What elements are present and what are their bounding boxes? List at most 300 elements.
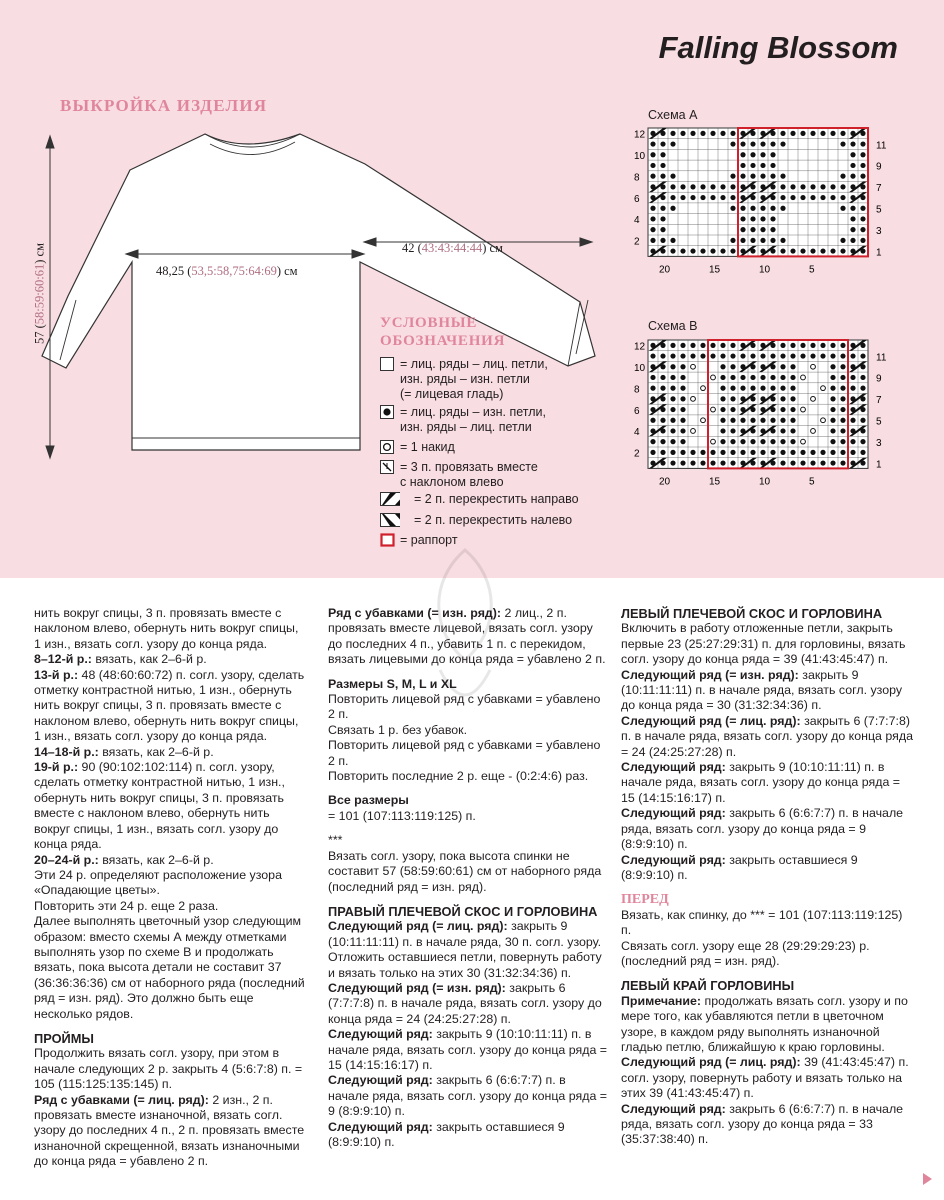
yarn-over-stitch <box>711 375 716 380</box>
purl-stitch <box>790 460 795 465</box>
purl-stitch <box>760 353 765 358</box>
purl-stitch <box>740 450 745 455</box>
bold-lead: 19-й р.: <box>34 760 79 775</box>
purl-stitch <box>760 439 765 444</box>
purl-stitch <box>720 460 725 465</box>
yarn-over-stitch <box>811 396 816 401</box>
purl-stitch <box>770 375 775 380</box>
paragraph-text: закрыть 9 (10:11:11:11) п. в начале ряда, 30 п. согл. узору. Отложить оставшиеся петли, повернуть работу и вязать только на этих 30 (31:32:34:36) п. <box>328 919 602 980</box>
purl-stitch <box>730 141 735 146</box>
row-label-right: 1 <box>876 459 882 471</box>
bold-lead: 8–12-й р.: <box>34 652 92 667</box>
purl-stitch <box>670 174 675 179</box>
purl-stitch <box>830 131 835 136</box>
paragraph <box>621 853 913 884</box>
bold-lead: Следующий ряд: <box>328 1073 433 1088</box>
purl-stitch <box>830 184 835 189</box>
purl-stitch <box>840 407 845 412</box>
row-label-right: 3 <box>876 437 882 449</box>
purl-stitch <box>650 141 655 146</box>
yarn-over-stitch <box>801 375 806 380</box>
purl-stitch <box>750 450 755 455</box>
purl-stitch <box>750 238 755 243</box>
purl-stitch <box>670 195 675 200</box>
purl-stitch <box>660 227 665 232</box>
purl-stitch <box>730 174 735 179</box>
purl-stitch <box>680 353 685 358</box>
purl-stitch <box>820 248 825 253</box>
purl-stitch <box>780 460 785 465</box>
section-heading: ЛЕВЫЙ КРАЙ ГОРЛОВИНЫ <box>621 978 795 994</box>
purl-stitch <box>710 353 715 358</box>
purl-stitch <box>860 450 865 455</box>
purl-stitch <box>680 375 685 380</box>
purl-stitch <box>780 131 785 136</box>
section-heading: ПРАВЫЙ ПЛЕЧЕВОЙ СКОС И ГОРЛОВИНА <box>328 903 598 919</box>
yarn-over-stitch <box>711 407 716 412</box>
chart-b-grid <box>620 336 900 492</box>
page-title: Falling Blossom <box>658 30 898 65</box>
purl-stitch <box>740 216 745 221</box>
col-label: 5 <box>809 264 815 276</box>
purl-stitch <box>670 460 675 465</box>
purl-stitch <box>740 174 745 179</box>
purl-stitch <box>780 206 785 211</box>
paragraph <box>328 793 608 808</box>
purl-stitch <box>850 375 855 380</box>
purl-stitch <box>720 428 725 433</box>
purl-stitch <box>790 386 795 391</box>
paragraph-text: 2 изн., 2 п. провязать вместе изнаночной, вязать согл. узору до последних 4 п., 2 п. провязать вместе изнаночной скрещенной, вязать изнаночными до конца ряда = убавлено 2 п. <box>34 1092 305 1169</box>
purl-stitch <box>720 386 725 391</box>
purl-stitch <box>680 396 685 401</box>
paragraph <box>621 1102 913 1148</box>
paragraph-text: 90 (90:102:102:114) п. согл. узору, сделать отметку контрастной нитью, 1 изн., обернуть нить вокруг спицы, 3 п. провязать вместе с наклоном влево, обернуть нить вокруг спицы, 1 изн., вязать согл. узору до конца ряда. <box>34 760 285 852</box>
paragraph <box>34 606 306 652</box>
purl-stitch <box>680 364 685 369</box>
purl-stitch <box>790 364 795 369</box>
paragraph <box>621 908 913 939</box>
row-label-right: 9 <box>876 373 882 385</box>
yarn-over-stitch <box>691 364 696 369</box>
row-label-left: 4 <box>634 215 640 227</box>
purl-stitch <box>790 343 795 348</box>
purl-stitch <box>760 238 765 243</box>
paragraph <box>328 981 608 1027</box>
purl-stitch <box>830 343 835 348</box>
purl-stitch <box>670 407 675 412</box>
bold-lead: Все размеры <box>328 793 409 808</box>
paragraph-text: *** <box>328 833 343 848</box>
purl-stitch <box>780 375 785 380</box>
purl-stitch <box>750 418 755 423</box>
purl-stitch <box>730 206 735 211</box>
paragraph <box>328 1027 608 1073</box>
paragraph-text: 39 (41:43:45:47) п. согл. узору, повернуть работу и вязать только на этих 39 (41:43:45:47) п. <box>621 1055 909 1101</box>
purl-stitch <box>780 439 785 444</box>
purl-stitch <box>660 238 665 243</box>
purl-stitch <box>840 174 845 179</box>
purl-stitch <box>660 216 665 221</box>
purl-stitch <box>660 353 665 358</box>
purl-stitch <box>800 248 805 253</box>
purl-stitch <box>710 195 715 200</box>
purl-stitch <box>770 141 775 146</box>
purl-stitch <box>770 163 775 168</box>
purl-stitch <box>650 216 655 221</box>
purl-stitch <box>800 460 805 465</box>
purl-stitch <box>820 343 825 348</box>
purl-stitch <box>790 428 795 433</box>
row-label-left: 8 <box>634 172 640 184</box>
legend-title: УСЛОВНЫЕ ОБОЗНАЧЕНИЯ <box>380 315 506 349</box>
purl-stitch <box>760 141 765 146</box>
purl-stitch <box>800 353 805 358</box>
purl-stitch <box>770 216 775 221</box>
purl-stitch <box>840 206 845 211</box>
purl-stitch <box>650 227 655 232</box>
purl-stitch <box>680 439 685 444</box>
paragraph <box>328 833 608 848</box>
purl-stitch <box>740 141 745 146</box>
purl-stitch <box>660 141 665 146</box>
purl-stitch <box>860 227 865 232</box>
purl-stitch <box>770 152 775 157</box>
yarn-over-stitch <box>691 396 696 401</box>
legend-item-yarn-over: = 1 накид <box>380 440 455 455</box>
paragraph-text: Продолжить вязать согл. узору, при этом в начале следующих 2 р. закрыть 4 (5:6:7:8) п. = 105 (115:125:135:145) п. <box>34 1046 303 1092</box>
bold-lead: Следующий ряд (= лиц. ряд): <box>621 713 801 728</box>
paragraph-text: закрыть 6 (6:6:7:7) п. в начале ряда, вязать согл. узору до конца ряда = 9 (8:9:9:10) п. <box>328 1073 608 1119</box>
section-heading: ПЕРЕД <box>621 892 669 908</box>
row-label-left: 10 <box>634 363 646 375</box>
purl-stitch <box>700 450 705 455</box>
purl-stitch <box>760 418 765 423</box>
purl-stitch <box>680 248 685 253</box>
purl-stitch <box>840 248 845 253</box>
row-label-left: 12 <box>634 129 646 141</box>
purl-stitch <box>770 418 775 423</box>
purl-stitch <box>860 375 865 380</box>
row-label-right: 11 <box>876 352 887 364</box>
purl-stitch <box>770 386 775 391</box>
yarn-over-stitch <box>811 364 816 369</box>
purl-stitch <box>790 375 795 380</box>
purl-stitch <box>850 227 855 232</box>
bold-lead: 13-й р.: <box>34 667 79 682</box>
purl-stitch <box>790 195 795 200</box>
purl-stitch <box>820 460 825 465</box>
paragraph-text: продолжать вязать согл. узору и по мере того, как убавляются петли в цветочном узоре, в каждом ряду выполнять изнаночной гладью петлю, ближайшую к краю горловины. <box>621 993 908 1054</box>
paragraph <box>34 868 306 899</box>
yarn-over-stitch <box>811 429 816 434</box>
purl-stitch <box>660 152 665 157</box>
purl-stitch <box>710 184 715 189</box>
row-label-right: 5 <box>876 416 882 428</box>
purl-stitch <box>820 131 825 136</box>
purl-stitch <box>680 460 685 465</box>
purl-stitch <box>790 439 795 444</box>
row-label-right: 11 <box>876 140 887 152</box>
repeat-box-icon <box>380 533 400 547</box>
purl-stitch <box>700 195 705 200</box>
col-label: 5 <box>809 476 815 488</box>
purl-stitch <box>850 450 855 455</box>
purl-stitch <box>820 353 825 358</box>
purl-stitch <box>770 353 775 358</box>
paragraph <box>621 714 913 760</box>
purl-stitch <box>750 375 755 380</box>
purl-stitch <box>730 364 735 369</box>
purl-stitch <box>780 407 785 412</box>
purl-stitch <box>850 439 855 444</box>
text-column-3 <box>621 606 913 1148</box>
purl-stitch <box>730 353 735 358</box>
purl-dot-icon <box>380 405 400 419</box>
purl-stitch <box>850 163 855 168</box>
purl-stitch <box>840 131 845 136</box>
purl-stitch <box>670 131 675 136</box>
paragraph-text: закрыть оставшиеся 9 (8:9:9:10) п. <box>621 852 858 882</box>
purl-stitch <box>710 343 715 348</box>
next-page-arrow-icon[interactable] <box>923 1173 932 1185</box>
paragraph-text: закрыть оставшиеся 9 (8:9:9:10) п. <box>328 1119 565 1149</box>
purl-stitch <box>750 141 755 146</box>
purl-stitch <box>650 450 655 455</box>
purl-stitch <box>690 248 695 253</box>
purl-stitch <box>720 353 725 358</box>
purl-stitch <box>830 386 835 391</box>
purl-stitch <box>760 450 765 455</box>
purl-stitch <box>860 174 865 179</box>
purl-stitch <box>830 353 835 358</box>
bold-lead: Размеры S, M, L и XL <box>328 676 457 691</box>
purl-stitch <box>670 418 675 423</box>
paragraph-text: Эти 24 р. определяют расположение узора «Опадающие цветы». <box>34 867 282 898</box>
purl-stitch <box>830 396 835 401</box>
row-label-left: 12 <box>634 341 646 353</box>
purl-stitch <box>780 386 785 391</box>
paragraph <box>328 692 608 723</box>
purl-stitch <box>700 131 705 136</box>
sleeve-dimension: 42 (43:43:44:44) см <box>402 241 503 255</box>
purl-stitch <box>810 460 815 465</box>
paragraph-text: Повторить лицевой ряд с убавками = убавлено 2 п. <box>328 738 601 768</box>
purl-stitch <box>780 364 785 369</box>
bold-lead: 20–24-й р.: <box>34 852 99 867</box>
purl-stitch <box>730 184 735 189</box>
purl-stitch <box>800 184 805 189</box>
paragraph-text: закрыть 9 (10:10:11:11) п. в начале ряда, вязать согл. узору до конца ряда = 15 (14:15:16:17) п. <box>621 760 901 805</box>
paragraph-text: закрыть 9 (10:11:11:11) п. в начале ряда, вязать согл. узору до конца ряда = 30 (31:32:34:36) п. <box>621 667 903 713</box>
purl-stitch <box>730 131 735 136</box>
paragraph <box>34 853 306 868</box>
purl-stitch <box>780 428 785 433</box>
row-label-left: 6 <box>634 193 640 205</box>
yarn-over-stitch <box>701 386 706 391</box>
purl-stitch <box>680 195 685 200</box>
purl-stitch <box>790 353 795 358</box>
purl-stitch <box>800 450 805 455</box>
text-column-1 <box>34 606 306 1170</box>
purl-stitch <box>730 343 735 348</box>
purl-stitch <box>690 450 695 455</box>
paragraph-text: Вязать, как спинку, до *** = 101 (107:113:119:125) п. <box>621 907 903 938</box>
chart-a-title: Схема А <box>648 108 698 122</box>
paragraph <box>34 1046 306 1092</box>
purl-stitch <box>840 450 845 455</box>
paragraph <box>328 738 608 769</box>
purl-stitch <box>670 386 675 391</box>
paragraph-text: 2 лиц., 2 п. провязать вместе лицевой, вязать согл. узору до последних 4 п., убавить 1 п. с перекидом, вязать лицевыми до конца ряда = убавлено 2 п. <box>328 606 606 667</box>
purl-stitch <box>710 248 715 253</box>
purl-stitch <box>660 174 665 179</box>
col-label: 20 <box>659 476 671 488</box>
purl-stitch <box>680 428 685 433</box>
purl-stitch <box>750 439 755 444</box>
purl-stitch <box>690 131 695 136</box>
paragraph-text: закрыть 6 (6:6:7:7) п. в начале ряда, вязать согл. узору до конца ряда = 33 (35:37:38:40) п. <box>621 1101 904 1147</box>
purl-stitch <box>730 375 735 380</box>
purl-stitch <box>650 163 655 168</box>
purl-stitch <box>760 216 765 221</box>
purl-stitch <box>750 227 755 232</box>
paragraph-text: Повторить лицевой ряд с убавками = убавлено 2 п. <box>328 692 601 722</box>
purl-stitch <box>650 174 655 179</box>
purl-stitch <box>850 141 855 146</box>
paragraph-text: Связать 1 р. без убавок. <box>328 722 468 737</box>
bold-lead: Примечание: <box>621 993 702 1008</box>
purl-stitch <box>670 450 675 455</box>
purl-stitch <box>760 227 765 232</box>
purl-stitch <box>810 248 815 253</box>
purl-stitch <box>660 450 665 455</box>
pattern-title: ВЫКРОЙКА ИЗДЕЛИЯ <box>60 96 268 115</box>
paragraph-text: = 101 (107:113:119:125) п. <box>328 808 476 823</box>
purl-stitch <box>690 460 695 465</box>
paragraph-text: Повторить последние 2 р. еще - (0:2:4:6) раз. <box>328 769 589 784</box>
purl-stitch <box>720 439 725 444</box>
purl-stitch <box>850 152 855 157</box>
legend-item-cross-left: = 2 п. перекрестить налево <box>380 513 572 528</box>
purl-stitch <box>830 407 835 412</box>
paragraph <box>34 745 306 760</box>
purl-stitch <box>750 206 755 211</box>
paragraph <box>621 806 913 852</box>
row-label-right: 1 <box>876 247 882 259</box>
purl-stitch <box>670 343 675 348</box>
bold-lead: Следующий ряд: <box>621 760 726 775</box>
purl-stitch <box>680 131 685 136</box>
purl-stitch <box>850 174 855 179</box>
bold-lead: Ряд с убавками (= лиц. ряд): <box>34 1092 209 1107</box>
purl-stitch <box>680 418 685 423</box>
purl-stitch <box>670 439 675 444</box>
height-dimension: 57 (58:59:60:61) см <box>32 243 47 344</box>
purl-stitch <box>720 343 725 348</box>
purl-stitch <box>860 163 865 168</box>
purl-stitch <box>770 450 775 455</box>
row-label-left: 2 <box>634 236 640 248</box>
purl-stitch <box>770 206 775 211</box>
purl-stitch <box>670 375 675 380</box>
purl-stitch <box>730 460 735 465</box>
purl-stitch <box>720 195 725 200</box>
purl-stitch <box>790 184 795 189</box>
paragraph <box>328 606 608 668</box>
purl-stitch <box>730 238 735 243</box>
purl-stitch <box>810 184 815 189</box>
purl-stitch <box>850 418 855 423</box>
paragraph <box>34 668 306 745</box>
purl-stitch <box>720 248 725 253</box>
purl-stitch <box>850 216 855 221</box>
section-heading: ПРОЙМЫ <box>34 1030 94 1046</box>
row-label-left: 8 <box>634 384 640 396</box>
purl-stitch <box>860 216 865 221</box>
purl-stitch <box>740 418 745 423</box>
purl-stitch <box>850 386 855 391</box>
col-label: 15 <box>709 264 721 276</box>
purl-stitch <box>840 428 845 433</box>
yarn-over-stitch <box>821 418 826 423</box>
paragraph-text: вязать, как 2–6-й р. <box>98 744 214 759</box>
paragraph <box>621 994 913 1056</box>
purl-stitch <box>660 418 665 423</box>
paragraph <box>328 809 608 824</box>
k3tog-left-icon <box>380 460 400 474</box>
bold-lead: Следующий ряд (= лиц. ряд): <box>621 1055 801 1070</box>
purl-stitch <box>790 131 795 136</box>
purl-stitch <box>810 353 815 358</box>
purl-stitch <box>740 163 745 168</box>
purl-stitch <box>780 184 785 189</box>
paragraph-text: Вязать согл. узору, пока высота спинки не составит 57 (58:59:60:61) см от наборного ряда (последний ряд = изн. ряд). <box>328 848 602 894</box>
purl-stitch <box>670 141 675 146</box>
purl-stitch <box>760 152 765 157</box>
purl-stitch <box>820 184 825 189</box>
purl-stitch <box>720 364 725 369</box>
yarn-over-stitch <box>691 429 696 434</box>
purl-stitch <box>770 227 775 232</box>
purl-stitch <box>860 386 865 391</box>
purl-stitch <box>720 396 725 401</box>
purl-stitch <box>810 343 815 348</box>
bold-lead: 14–18-й р.: <box>34 744 99 759</box>
purl-stitch <box>800 343 805 348</box>
purl-stitch <box>690 184 695 189</box>
purl-stitch <box>800 195 805 200</box>
purl-stitch <box>680 407 685 412</box>
purl-stitch <box>780 141 785 146</box>
purl-stitch <box>800 131 805 136</box>
paragraph-text: Связать согл. узору еще 28 (29:29:29:23) р. (последний ряд = изн. ряд). <box>621 938 870 968</box>
bold-lead: Следующий ряд: <box>621 852 726 867</box>
purl-stitch <box>750 174 755 179</box>
row-label-left: 10 <box>634 151 646 163</box>
purl-stitch <box>850 353 855 358</box>
purl-stitch <box>750 216 755 221</box>
purl-stitch <box>780 353 785 358</box>
purl-stitch <box>830 460 835 465</box>
paragraph <box>328 1120 608 1151</box>
purl-stitch <box>850 206 855 211</box>
yarn-over-stitch <box>801 407 806 412</box>
paragraph-text: вязать, как 2–6-й р. <box>98 852 214 867</box>
purl-stitch <box>720 375 725 380</box>
purl-stitch <box>660 206 665 211</box>
purl-stitch <box>840 364 845 369</box>
